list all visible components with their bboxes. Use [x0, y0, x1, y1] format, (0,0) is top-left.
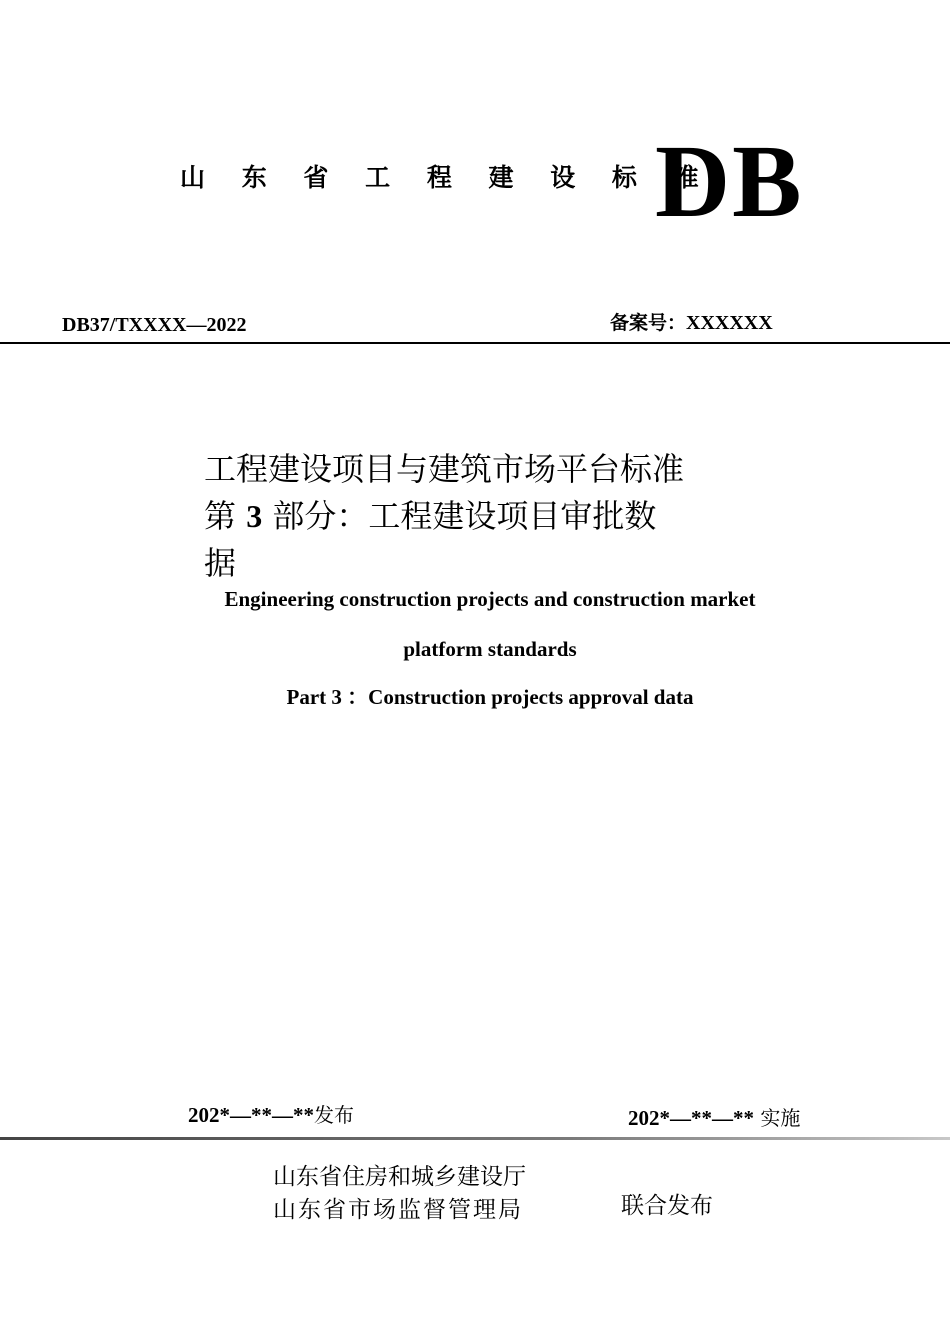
joint-issue-label: 联合发布	[621, 1193, 713, 1219]
implementation-date	[628, 1104, 800, 1132]
standard-code: DB37/TXXXX—2022	[62, 314, 247, 336]
title-cn-line3: 据	[204, 544, 237, 582]
title-cn-line1: 工程建设项目与建筑市场平台标准	[204, 450, 685, 488]
title-en-line2: platform standards	[403, 637, 577, 661]
record-label: 备案号：	[610, 312, 687, 334]
issuing-organizations	[273, 1161, 526, 1227]
title-cn-line2-prefix: 第	[204, 497, 247, 535]
implementation-label: 实施	[754, 1106, 801, 1130]
record-number	[610, 310, 773, 336]
issuer-market-supervision: 山东省市场监督管理局	[273, 1197, 523, 1223]
title-cn-line2	[204, 493, 784, 540]
top-divider	[0, 342, 950, 344]
record-value: XXXXXX	[686, 312, 773, 334]
publish-date-value: 202*—**—**	[188, 1103, 314, 1127]
title-cn-line2-suffix: 部分：工程建设项目审批数	[262, 497, 657, 535]
issuer-housing-department: 山东省住房和城乡建设厅	[273, 1164, 526, 1190]
title-en-line1: Engineering construction projects and construction market	[224, 587, 756, 611]
publish-date	[188, 1101, 354, 1129]
bottom-divider	[0, 1137, 950, 1140]
series-title: 山 东 省 工 程 建 设 标 准	[180, 163, 713, 192]
title-cn-part-number: 3	[246, 498, 263, 534]
title-chinese	[204, 446, 784, 587]
publish-label: 发布	[314, 1103, 354, 1127]
title-en-line3: Part 3 ：Construction projects approval data	[286, 685, 694, 709]
implementation-date-value: 202*—**—**	[628, 1106, 754, 1130]
db-mark: DB	[655, 124, 804, 239]
